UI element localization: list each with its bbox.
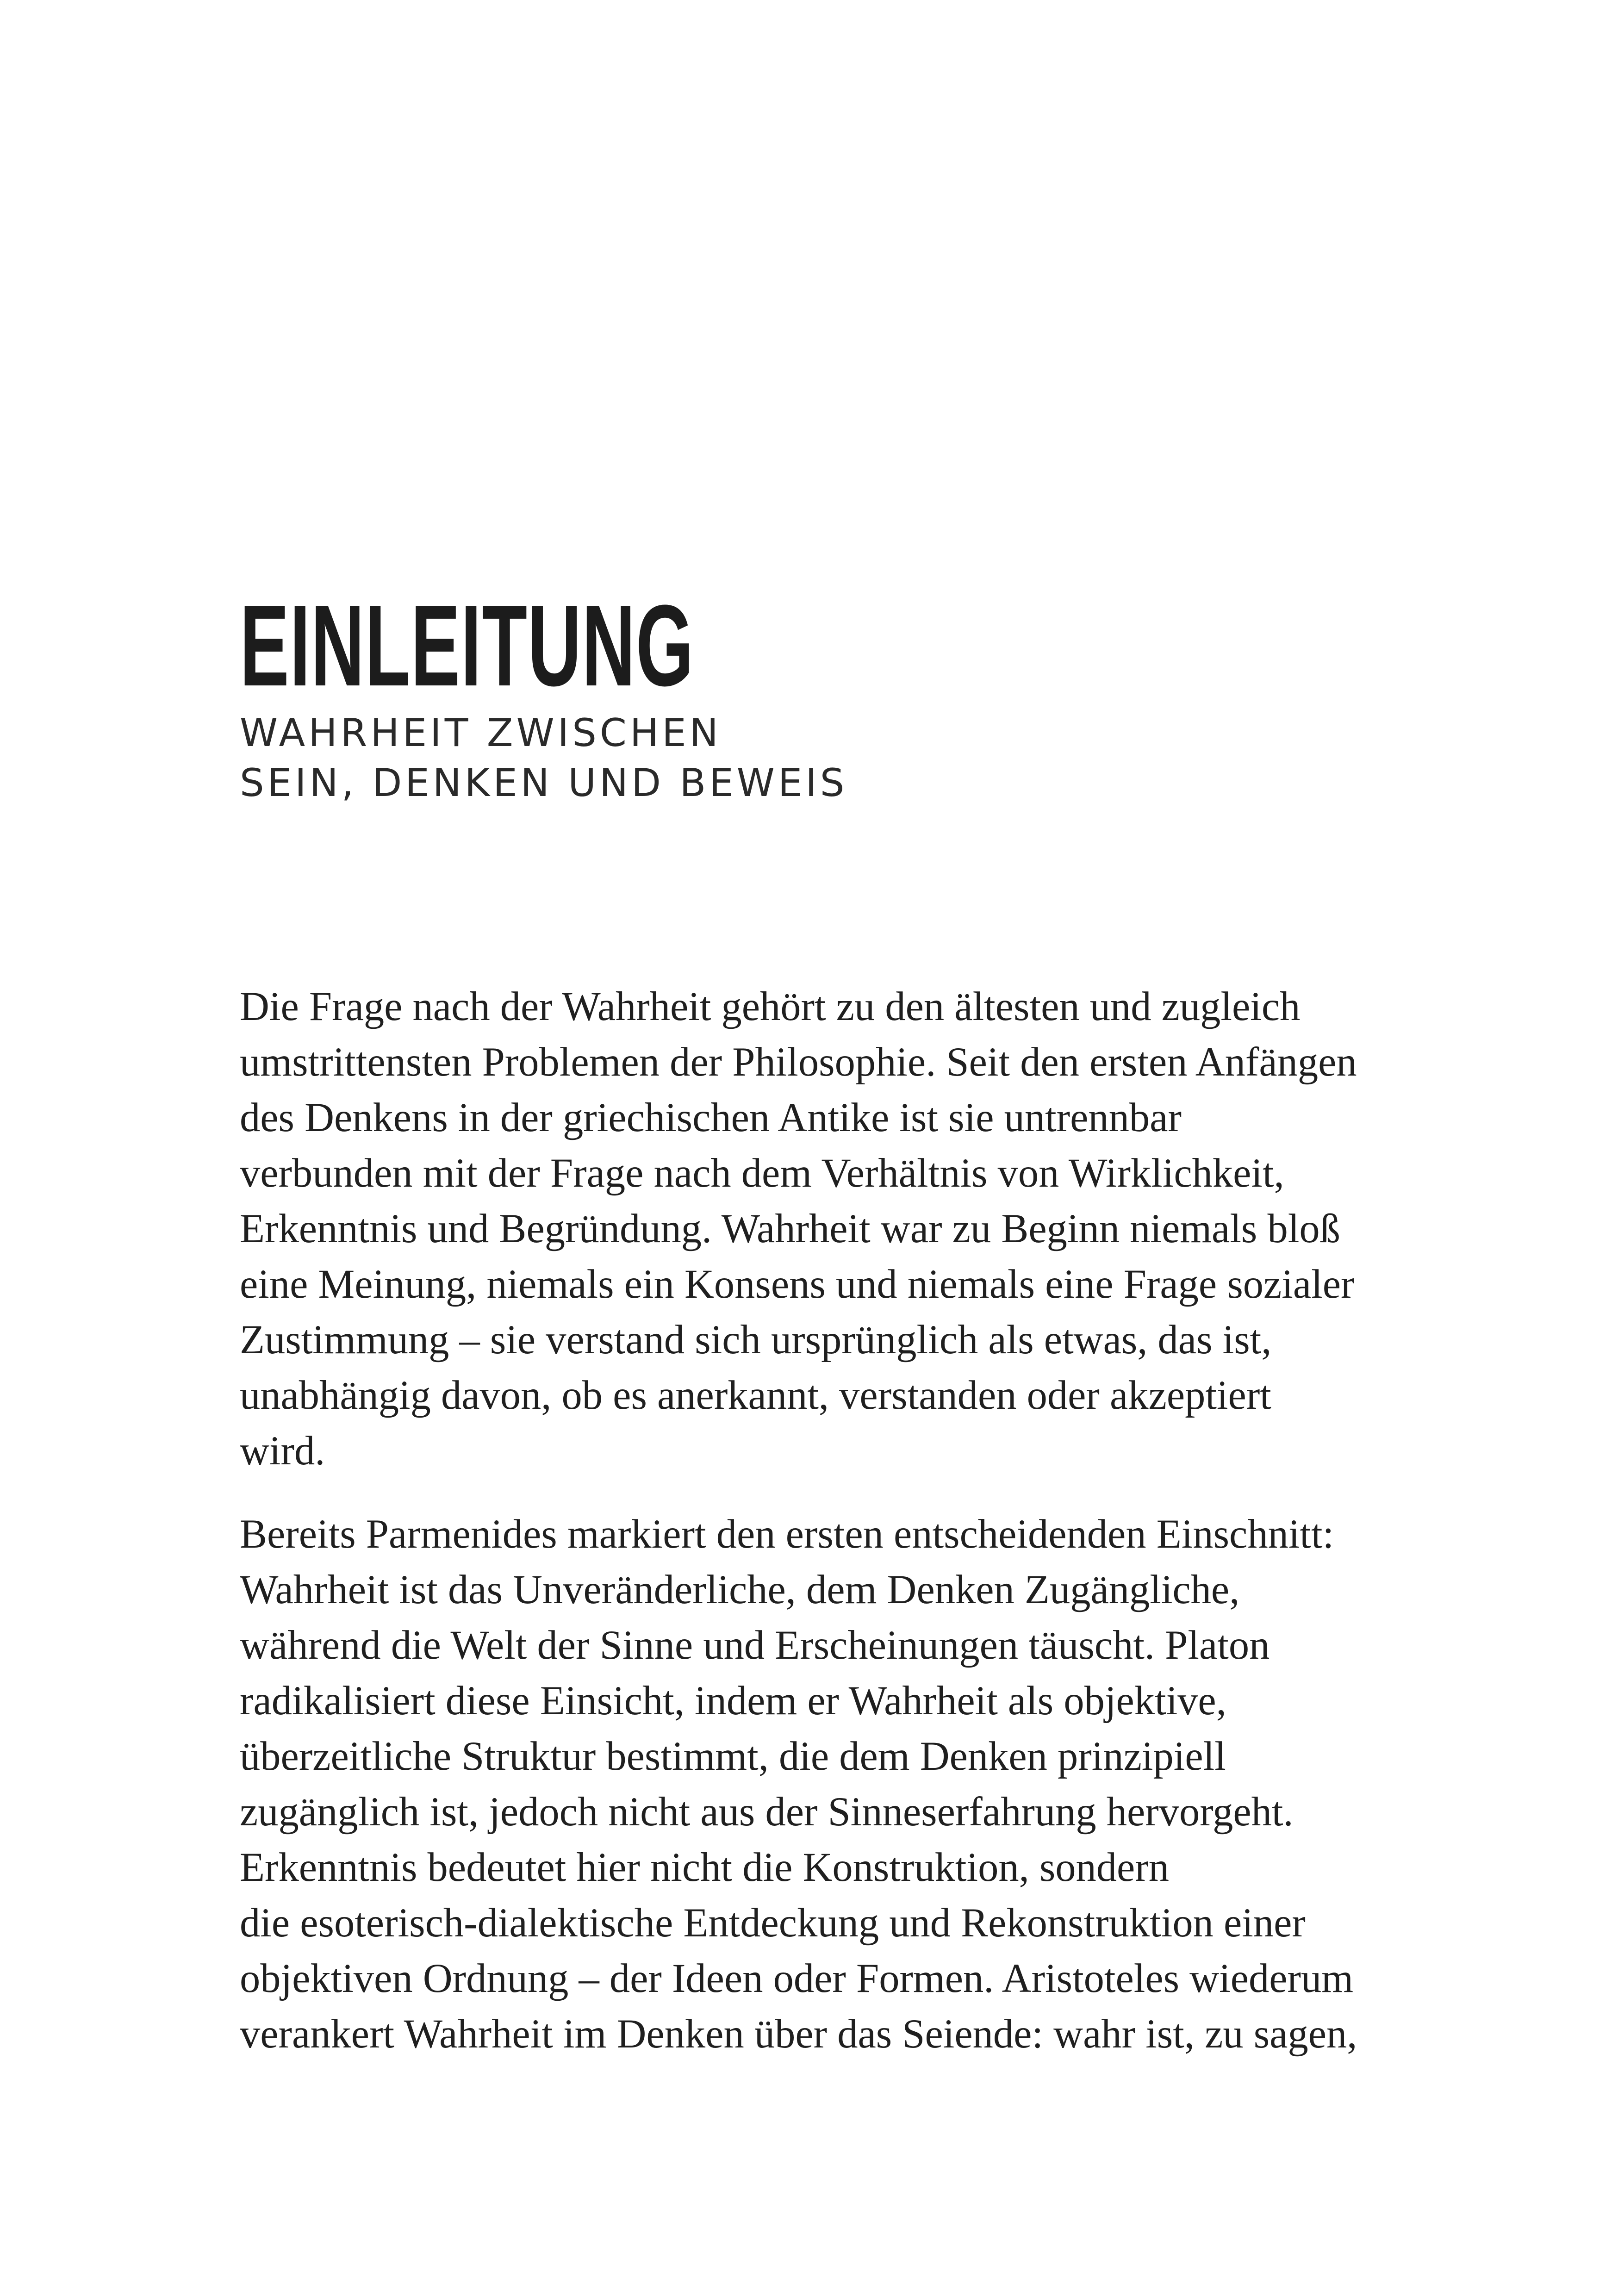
text-line: umstrittensten Problemen der Philosophie. Seit den ersten Anfängen: [240, 1039, 1357, 1085]
text-line: des Denkens in der griechischen Antike ist sie untrennbar: [240, 1095, 1182, 1140]
text-line: Die Frage nach der Wahrheit gehört zu den ältesten und zugleich: [240, 984, 1301, 1029]
text-line: eine Meinung, niemals ein Konsens und niemals eine Frage sozialer: [240, 1262, 1355, 1307]
text-line: verankert Wahrheit im Denken über das Seiende: wahr ist, zu sagen,: [240, 2011, 1357, 2057]
text-line: unabhängig davon, ob es anerkannt, verstanden oder akzeptiert: [240, 1373, 1271, 1418]
text-line: Wahrheit ist das Unveränderliche, dem Denken Zugängliche,: [240, 1567, 1240, 1612]
text-line: zugänglich ist, jedoch nicht aus der Sinneserfahrung hervorgeht.: [240, 1789, 1294, 1835]
text-line: die esoterisch-dialektische Entdeckung und Rekonstruktion einer: [240, 1900, 1306, 1946]
text-line: radikalisiert diese Einsicht, indem er Wahrheit als objektive,: [240, 1678, 1226, 1724]
subtitle-line: WAHRHEIT ZWISCHEN: [240, 710, 722, 755]
text-line: überzeitliche Struktur bestimmt, die dem Denken prinzipiell: [240, 1734, 1226, 1779]
chapter-subtitle: [240, 708, 847, 808]
text-line: verbunden mit der Frage nach dem Verhältnis von Wirklichkeit,: [240, 1151, 1284, 1196]
subtitle-line: SEIN, DENKEN UND BEWEIS: [240, 760, 848, 805]
text-line: während die Welt der Sinne und Erscheinungen täuscht. Platon: [240, 1623, 1270, 1668]
body-text: [240, 979, 1434, 2062]
text-line: Erkenntnis und Begründung. Wahrheit war zu Beginn niemals bloß: [240, 1206, 1340, 1251]
paragraph-1: [240, 979, 1434, 1479]
text-line: objektiven Ordnung – der Ideen oder Formen. Aristoteles wiederum: [240, 1956, 1354, 2001]
text-line: wird.: [240, 1428, 325, 1474]
text-line: Erkenntnis bedeutet hier nicht die Konstruktion, sondern: [240, 1845, 1170, 1890]
text-line: Zustimmung – sie verstand sich ursprünglich als etwas, das ist,: [240, 1317, 1272, 1363]
chapter-title: EINLEITUNG: [240, 581, 694, 710]
text-line: Bereits Parmenides markiert den ersten entscheidenden Einschnitt:: [240, 1512, 1334, 1557]
paragraph-2: [240, 1506, 1434, 2062]
